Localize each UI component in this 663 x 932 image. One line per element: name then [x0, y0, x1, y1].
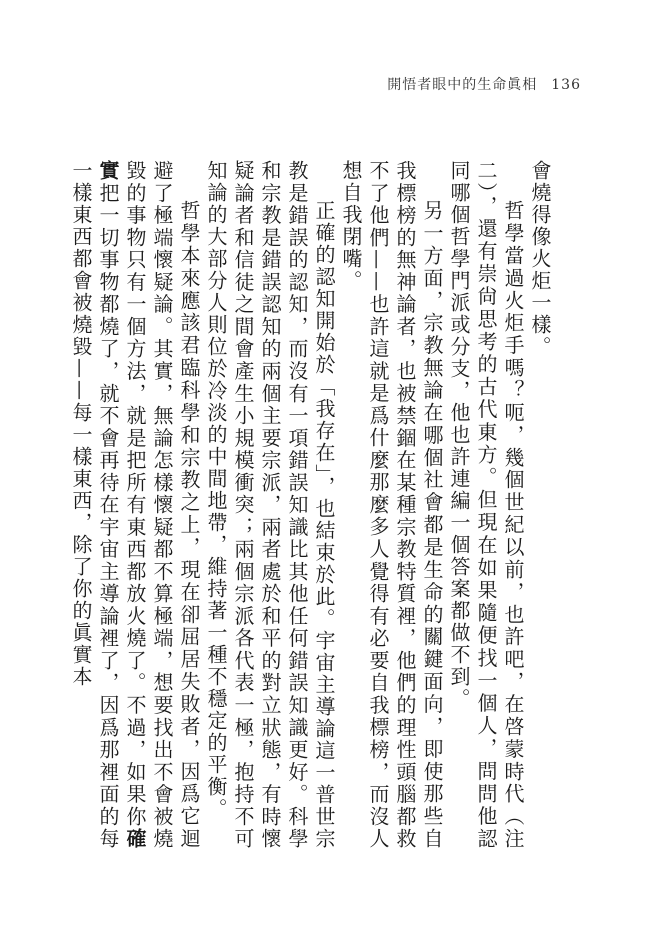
- page-number: 136: [551, 77, 581, 93]
- running-header: [387, 74, 581, 94]
- paragraph: 正確的認知開始於「我存在」，也結束於此。宇宙主導論這一普世宗教是錯誤的認知，而沒有一項錯誤知識比其他任何錯誤知識更好。科學和宗教是錯誤認知的兩個主要宗派，兩者處於和平的對立狀態，有時懷疑論者和信徒之間會產生小規模衝突；兩個宗派各代表一極，抱持不可知論的大部分人則位於冷淡的中間地帶，維持著一種不穩定的平衡。: [204, 160, 336, 850]
- chapter-title: 開悟者眼中的生命眞相: [387, 77, 538, 93]
- paragraph: [67, 160, 202, 850]
- emphasis-text: 確實: [96, 160, 147, 850]
- paragraph-text: 哲學本來應該君臨科學和宗教之上，現在卻屈居失敗者，因爲它迴避了極端懷疑論。其實，無論怎樣懷疑都不算極端，想要找出不會被燒毀的事物只有一個方法，就是把所有東西都放火燒了。不過，如果你: [123, 160, 201, 850]
- paragraph: 哲學當過火炬手嗎？呃，幾個世紀以前，也許吧，在啓蒙時代（注二），還有崇尙思考的古代東方。但現在如果隨便找一個人，問問他認同哪個哲學門派或分支，他也許連編一個答案都做不到。: [447, 160, 525, 850]
- body-text: [67, 160, 553, 850]
- paragraph: 會燒得像火炬一樣。: [528, 160, 552, 358]
- paragraph: 另一方面，宗教無論在哪個社會都是生命的關鍵面向，即使那些自我標榜的無神論者，也被禁錮在某種宗教特質裡，他們的理性頭腦都救不了他們——也許這就是爲什麼那麼多人覺得有必要自我標榜，而沒人想自我閉嘴。: [339, 160, 444, 850]
- paragraph-text: 把一切事物都燒了，就不會再待在宇宙主導論裡了，因爲那裡面的每一樣東西都會被燒毀——每一樣東西，除了你的眞實本: [69, 160, 120, 851]
